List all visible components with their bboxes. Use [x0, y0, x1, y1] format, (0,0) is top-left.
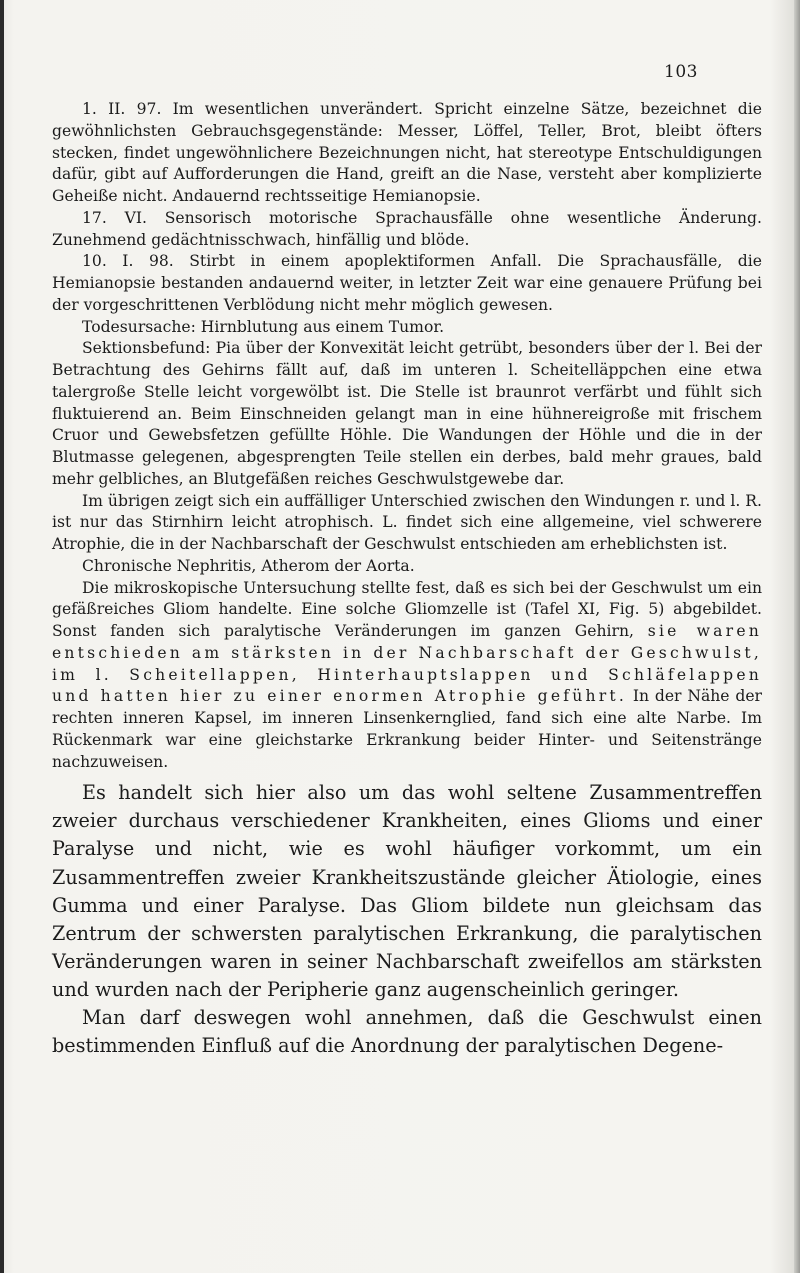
- page-number: 103: [664, 62, 698, 82]
- paragraph-conclusion: Man darf deswegen wohl annehmen, daß die Geschwulst einen bestimmenden Einfluß auf die Anordnung der paralytischen Degene-: [52, 1006, 762, 1058]
- paragraph-1897-status: 1. II. 97. Im wesentlichen unverändert. Spricht einzelne Sätze, bezeichnet die gewöhnlichsten Gebrauchsgegenstände: Messer, Löffel, Teller, Brot, bleibt öfters stecken, findet ungewöhnlichere Bezeichnungen nicht, hat stereotype Entschuldigungen dafür, gibt auf Aufforderungen die Hand, greift an die Nase, versteht aber komplizierte Geheiße nicht. Andauernd rechtsseitige Hemianopsie.: [52, 100, 762, 205]
- paragraph-discussion: Es handelt sich hier also um das wohl seltene Zusammentreffen zweier durchaus verschiedener Krankheiten, eines Glioms und einer Paralyse und nicht, wie es wohl häufiger vorkommt, um ein Zusammentreffen zweier Krankheitszustände gleicher Ätiologie, eines Gumma und einer Paralyse. Das Gliom bildete nun gleichsam das Zentrum der schwersten paralytischen Erkrankung, die paralytischen Veränderungen waren in seiner Nachbarschaft zweifellos am stärksten und wurden nach der Peripherie ganz augenscheinlich geringer.: [52, 781, 762, 1001]
- page-binding-shadow: [0, 0, 4, 1273]
- paragraph-autopsy: Sektionsbefund: Pia über der Konvexität leicht getrübt, besonders über der l. Bei der Betrachtung des Gehirns fällt auf, daß im unteren l. Scheitelläppchen eine etwa talergroße Stelle leicht vorgewölbt ist. Die Stelle ist braunrot verfärbt und fühlt sich fluktuierend an. Beim Einschneiden gelangt man in eine hühnereigroße mit frischem Cruor und Gewebsfetzen gefüllte Höhle. Die Wandungen der Höhle und die in der Blutmasse gelegenen, abgesprengten Teile stellen ein derbes, bald mehr graues, bald mehr gelbliches, an Blutgefäßen reiches Geschwulstgewebe dar.: [52, 339, 762, 488]
- discussion-section: [52, 779, 762, 1060]
- microscopy-text-part1: Die mikroskopische Untersuchung stellte fest, daß es sich bei der Geschwulst um ein gefäßreiches Gliom handelte. Eine solche Gliomzelle ist (Tafel XI, Fig. 5) abgebildet. Sonst fanden sich paralytische Veränderungen im ganzen Gehirn,: [52, 578, 762, 640]
- paragraph-atrophy: Im übrigen zeigt sich ein auffälliger Unterschied zwischen den Windungen r. und l. R. ist nur das Stirnhirn leicht atrophisch. L. findet sich eine allgemeine, viel schwerere Atrophie, die in der Nachbarschaft der Geschwulst entschieden am erheblichsten ist.: [52, 491, 762, 553]
- microscopy-text-part2: In der Nähe der rechten inneren Kapsel, im inneren Linsenkernglied, fand sich eine alte Narbe. Im Rückenmark war eine gleichstarke Erkrankung beider Hinter- und Seitenstränge nachzuweisen.: [52, 687, 763, 771]
- paragraph-microscopy: [52, 578, 762, 774]
- paragraph-nephritis: Chronische Nephritis, Atherom der Aorta.: [82, 556, 415, 575]
- paragraph-death: 10. I. 98. Stirbt in einem apoplektiformen Anfall. Die Sprachausfälle, die Hemianopsie bestanden andauernd weiter, in letzter Zeit war eine genauere Prüfung bei der vorgeschrittenen Verblödung nicht mehr möglich gewesen.: [52, 252, 762, 314]
- paragraph-cause-of-death: Todesursache: Hirnblutung aus einem Tumor.: [82, 317, 445, 336]
- page-edge-shadow: [794, 0, 800, 1273]
- microscopy-emphasized-text: sie waren entschieden am stärksten in der Nachbarschaft der Geschwulst, im l. Scheitellappen, Hinterhauptslappen und Schläfelappen und hatten hier zu einer enormen Atrophie geführt.: [52, 622, 762, 706]
- case-notes-section: [52, 99, 762, 773]
- paragraph-june-status: 17. VI. Sensorisch motorische Sprachausfälle ohne wesentliche Änderung. Zunehmend gedächtnisschwach, hinfällig und blöde.: [52, 208, 762, 249]
- body-text: [52, 99, 762, 1060]
